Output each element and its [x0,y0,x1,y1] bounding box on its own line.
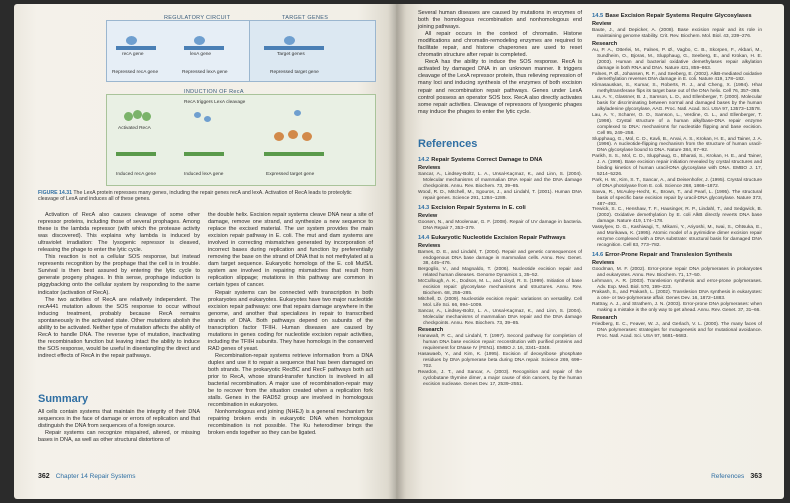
expressed-target-label: Expressed target gene [266,172,315,177]
open-book [14,4,784,499]
reference-subheading: Review [592,21,612,28]
reference-subheading: Research [418,327,444,334]
induced-reca-label: Induced recA gene [116,172,157,177]
book-gutter [388,4,406,499]
cleaved-lexa-1 [194,112,201,118]
section-number: 14.5 [592,13,604,19]
reference-section-heading [592,13,762,20]
reference-entry: Vassylyev, D. G., Kashiwagi, T., Mikami, Y., Ariyoshi, M., Iwai, S., Ohtsuka, E., and Morikawa, K. (1995). Atomic model of a pyrimidine dimer excision repair enzyme complexed with a DNA substrate: structural basis for damaged DNA recognition. Cell 83, 773–782. [592,225,762,248]
running-head: Chapter 14 Repair Systems [55,473,136,480]
reference-section-heading [592,252,762,259]
reference-entry: Lau, A. Y., Glassner, B. J., Samson, L. D., and Ellenberger, T. (2000). Molecular basis for discriminating between normal and damaged bases by the human alkyladenine glycosylase, AAG. Proc. Natl. Acad. Sci. USA 97, 13573–13578. [592,95,762,113]
paragraph: Recombination-repair systems retrieve information from a DNA duplex and use it to repair a sequence that has been damaged on both strands. The prokaryotic RecBC and RecF pathways both act prior to RecA, whose strand-transfer function is involved in all bacterial recombination. A major use of recombination-repair may be to recover from the situation created when a replication fork stalls. Genes in the RAD52 group are involved in homologous recombination in eukaryotes. [208,352,373,409]
induction-label: INDUCTION OF RecA [184,89,244,95]
induced-lexa-label: Induced lexA gene [184,172,224,177]
induced-reca-bar [116,152,156,156]
reference-subheading: Review [418,212,438,219]
reference-entry: Sancar, A., Lindsey-Boltz, L. A., Unsal-Kaçmaz, K., and Linn, S. (2004). Molecular mechanisms of mammalian DNA repair and the DNA damage checkpoints. Annu. Rev. Biochem. 73, 39–85. [418,308,582,326]
reference-entry: Lau, A. Y., Scharer, O. D., Samson, L., Verdine, G. L., and Ellenberger, T. (1998). Crystal structure of a human alkylbase-DNA repair enzyme complexed to DNA: mechanisms for nucleotide flipping and base excision. Cell 95, 249–258. [592,112,762,136]
reca-gene-bar [116,46,156,50]
reference-entry: Hanawalt, P. C., and Lindahl, T. (1997). Second pathway for completion of human DNA base excision repair: reconstitution with purified proteins and requirement for DNase IV (FEN1). EMBO J. 16, 3341–3348. [418,334,582,352]
reference-entry: Goodman, M. F. (2002). Error-prone repair DNA polymerases in prokaryotes and eukaryotes. Annu. Rev. Biochem. 71, 17–50. [592,266,762,278]
reference-entry: Klimasauskas, S., Kumar, S., Roberts, R. J., and Cheng, X. (1994). HhaI methyltransferase flips its target base out of the DNA helix. Cell 76, 357–369. [592,83,762,95]
reference-entry: Savva, R., McAuley-Hecht, K., Brown, T., and Pearl, L. (1995). The structural basis of specific base excision repair by uracil-DNA glycosylase. Nature 373, 487–493. [592,189,762,207]
paragraph: Several human diseases are caused by mutations in enzymes of both the homologous recombination and nonhomologous end joining pathways. [418,10,582,31]
cleaved-lexa-2 [204,116,211,122]
left-page [14,4,396,499]
reference-section-heading [418,157,582,164]
summary-text [38,409,200,444]
section-title: Excision Repair Systems in E. coli [431,204,526,211]
paragraph: Repair systems can recognize mispaired, altered, or missing bases in DNA, as well as other structural distortions of [38,430,200,444]
section-number: 14.2 [418,157,430,163]
lexa-repressor-2 [194,36,205,45]
paragraph: Repair systems can be connected with transcription in both prokaryotes and eukaryotes. Eukaryotes have two major nucleotide excision repair pathways: one that repairs damage anywhere in the genome, and another that specializes in repair to transcribed strands of DNA. Both pathways depend on subunits of the transcription factor TFIIH. Human diseases are caused by mutations in genes coding for nucleotide excision repair activities, including the TFIIH subunits. They have homologs in the conserved RAD genes of yeast. [208,289,373,352]
section-number: 14.6 [592,251,604,258]
target-genes-small-label: Target genes [277,52,305,57]
paragraph: All cells contain systems that maintain the integrity of their DNA sequences in the face of damage or errors of replication and that distinguish the DNA from sequences of a foreign source. [38,409,200,430]
expressed-protein-1 [274,132,284,141]
figure-lexa-regulatory-circuit [34,12,374,192]
expressed-target-bar [264,152,324,156]
section-number: 14.4 [418,234,430,241]
section-title: Error-Prone Repair and Translesion Synthesis [605,251,733,258]
lexa-repressor-1 [126,36,137,45]
figure-number: FIGURE 14.31 [38,190,73,196]
reference-subheading: Reviews [592,259,615,266]
reference-entry: Mitchell, D. (2009). Nucleotide excision repair: variations on versatility. Cell Mol. Life Sci. 66, 994–1009. [418,296,582,308]
right-col-1-top [418,10,582,116]
references-col-right [592,10,762,340]
paragraph: This reaction is not a cellular SOS response, but instead represents recognition by the prophage that the cell is in trouble. Survival is then best assured by entering the lytic cycle to generate progeny phages. In this sense, prophage induction is piggybacking onto the cellular system by responding to the same indicator (activation of RecA). [38,254,200,296]
target-gene-bar [264,46,324,50]
reference-entry: Park, H. W., Kim, S. T., Sancar, A., and Deisenhofer, J. (1995). Crystal structure of DNA photolyase from E. coli. Science 268, 1866–1872. [592,177,762,189]
reference-section-heading [418,235,582,242]
reference-subheading: Research [592,315,618,322]
expressed-protein-2 [288,130,298,139]
reference-entry: Trewick, S. C., Henshaw, T. F., Hausinger, R. P., Lindahl, T., and Sedgwick, B. (2002). Oxidative demethylation by E. coli AlkB directly reverts DNA base damage. Nature 419, 174–178. [592,207,762,225]
expressed-protein-3 [302,132,312,141]
paragraph: Nonhomologous end joining (NHEJ) is a general mechanism for repairing broken ends in eukaryotic DNA when homologous recombination is not possible. The Ku heterodimer brings the broken ends together so they can be ligated. [208,409,373,437]
reference-entry: McCullough, A. K., Dodson, M. L., and Lloyd, R. S. (1999). Initiation of base excision repair: glycosylase mechanisms and structures. Annu. Rev. Biochem. 68, 255–285. [418,279,582,296]
summary-heading: Summary [38,393,89,405]
reference-entry: Rattray, A. J., and Strathern, J. N. (2003). Error-prone DNA polymerases: when making a mistake is the only way to get ahead. Annu. Rev. Genet. 37, 31–66. [592,302,762,314]
repressed-reca-label: Repressed recA gene [112,70,159,75]
reference-subheading: Research [592,40,618,47]
references-col-left [418,154,582,388]
right-page [396,4,784,499]
figure-caption-text: The LexA protein represses many genes, including the repair genes recA and lexA. Activation of RecA leads to proteolytic cleavage of LexA and induces all of these genes. [38,190,352,203]
reference-entry: Parikh, S. S., Mol, C. D., Slupphaug, G., Bharati, S., Krokan, H. E., and Tainer, J. A. (1998). Base excision repair initiation revealed by crystal structures and binding kinetics of human uracil-DNA glycosylase with DNA. EMBO J. 17, 5214–5226. [592,154,762,177]
reca-filament-2 [133,110,142,119]
reference-entry: Sancar, A., Lindsey-Boltz, L. A., Unsal-Kaçmaz, K., and Linn, S. (2004). Molecular mechanisms of mammalian DNA repair and the DNA damage checkpoints. Annu. Rev. Biochem. 73, 39–85. [418,172,582,189]
section-title: Repair Systems Correct Damage to DNA [431,157,543,163]
reference-entry: Au, P. A., Otterlei, M., Falnes, P. Ø., Vagbo, C. B., Skorpen, F., Akbari, M., Sundheim, O., Bjoras, M., Slupphaug, G., Seeberg, E., and Krokan, H. E. (2003). Human and bacterial oxidative demethylases repair alkylation damage in both RNA and DNA. Nature 421, 859–863. [592,47,762,71]
lexa-gene-label: lexA gene [190,52,212,57]
cleaved-lexa-3 [294,110,301,116]
lexa-repressor-3 [284,36,295,45]
reca-gene-label: recA gene [122,52,144,57]
reference-entry: Prakash, S., and Prakash, L. (2002). Translesion DNA synthesis in eukaryotes: a one- or two-polymerase affair. Genes Dev. 16, 1872–1883. [592,290,762,302]
reference-entry: Falnes, P. Ø., Johansen, R. F., and Seeberg, E. (2002). AlkB-mediated oxidative demethylation reverses DNA damage in E. coli. Nature 419, 178–182. [592,71,762,83]
running-head: References [711,473,745,480]
reference-section-heading [418,205,582,212]
repressed-lexa-label: Repressed lexA gene [182,70,228,75]
right-folio [711,473,762,480]
paragraph: RecA has the ability to induce the SOS response. RecA is activated by damaged DNA in an unknown manner. It triggers cleavage of the LexA repressor protein, thus relieving repression of many loci and inducing synthesis of the enzymes of both excision repair and recombination repair pathways. Genes under LexA control possess an operator SOS box. RecA also directly activates some repair activities. Cleavage of repressors of lysogenic phages may induce the phages to enter the lytic cycle. [418,59,582,115]
induced-lexa-bar [184,152,224,156]
reference-subheading: Reviews [418,165,441,172]
section-title: Base Excision Repair Systems Require Glycosylases [605,13,752,19]
reference-subheading: Reviews [418,242,441,249]
regulatory-circuit-label: REGULATORY CIRCUIT [164,15,231,21]
left-folio [38,473,136,480]
paragraph: the double helix. Excision repair systems cleave DNA near a site of damage, remove one strand, and synthesize a new sequence to replace the excised material. The uvr system provides the main excision repair pathway in E. coli. The mut and dam systems are involved in correcting mismatches generated by incorporation of incorrect bases during replication and function by preferentially removing the base on the strand of DNA that is not methylated at a dam target sequence. Eukaryotic homologs of the E. coli MutS/L system are involved in repairing mismatches that result from replication slippage; mutations in this pathway are common in certain types of cancer. [208,212,373,289]
reference-entry: Bergoglio, V., and Magnaldo, T. (2006). Nucleotide excision repair and related human diseases. Genome Dynamics 1, 35–52. [418,267,582,279]
references-heading: References [418,138,478,150]
reference-entry: Hasawaeb, Y., and Kim, K. (1995). Excision of deoxyribose phosphate residues by DNA polymerase beta during DNA repair. Science 269, 699–702. [418,352,582,369]
reference-entry: Lehmann, A. R. (2003). Translesion synthesis and error-prone polymerases. Adv. Exp. Med. Biol. 570, 199–223. [592,278,762,290]
repressed-target-label: Repressed target gene [270,70,319,75]
reca-filament-1 [124,112,133,121]
page-number: 362 [38,473,50,480]
reference-entry: Reardon, J. T., and Sancar, A. (2003). Recognition and repair of the cyclobutane thymine dimer, a major cause of skin cancers, by the human excision nuclease. Genes Dev. 17, 2539–2551. [418,369,582,387]
activated-reca-label: Activated RecA [118,126,151,131]
target-genes-label: TARGET GENES [282,15,329,21]
reference-entry: Wood, R. D., Mitchell, M., Sgouros, J., and Lindahl, T. (2001). Human DNA repair genes. Science 291, 1284–1289. [418,189,582,201]
section-number: 14.3 [418,204,430,211]
reference-entry: Baute, J., and Depicker, A. (2008). Base excision repair and its role in maintaining genome stability. Crit. Rev. Biochem. Mol. Biol. 43, 239–276. [592,28,762,39]
reference-entry: Friedberg, E. C., Feaver, W. J., and Gerlach, V. L. (2000). The many faces of DNA polymerases: strategies for mutagenesis and for mutational avoidance. Proc. Natl. Acad. Sci. USA 97, 5681–5683. [592,322,762,339]
left-col-1 [38,212,200,360]
section-title: Eukaryotic Nucleotide Excision Repair Pathways [431,234,566,241]
reference-entry: Goosen, N., and Moolenaar, G. F. (2008). Repair of UV damage in bacteria. DNA Repair 7, 353–379. [418,219,582,231]
page-number: 363 [750,473,762,480]
figure-caption [38,190,368,203]
paragraph: The two activities of RecA are relatively independent. The recA441 mutation allows the SOS response to occur without inducing treatment, probably because RecA remains spontaneously in the activated state. Other mutations abolish the ability to be activated. Neither type of mutation affects the ability of RecA to handle DNA. The reverse type of mutation, inactivating the recombination function but leaving intact the ability to induce the SOS response, would be useful in disentangling the direct and indirect effects of RecA in the repair pathways. [38,296,200,359]
paragraph: Activation of RecA also causes cleavage of some other repressor proteins, including those of several prophages. Among these is the lambda repressor (with which the protease activity was discovered). This explains why lambda is induced by ultraviolet irradiation: The lysogenic repressor is cleaved, releasing the phage to enter the lytic cycle. [38,212,200,254]
lexa-gene-bar [184,46,224,50]
reca-filament-3 [142,112,151,121]
paragraph: All repair occurs in the context of chromatin. Histone modifications and chromatin-remodeling enzymes are required to facilitate repair, and histone chaperones are used to reset chromatin structure after repair is completed. [418,31,582,59]
reca-triggers-label: RecA triggers LexA cleavage [184,100,246,105]
reference-entry: Slupphaug, G., Mol, C. D., Kavli, B., Arvai, A. S., Krokan, H. E., and Tainer, J. A. (1996). A nucleotide-flipping mechanism from the structure of human uracil-DNA glycosylase bound to DNA. Nature 384, 87–92. [592,136,762,154]
reference-entry: Barnes, D. E., and Lindahl, T. (2004). Repair and genetic consequences of endogenous DNA base damage in mammalian cells. Annu. Rev. Genet. 38, 445–476. [418,249,582,267]
left-col-2 [208,212,373,438]
